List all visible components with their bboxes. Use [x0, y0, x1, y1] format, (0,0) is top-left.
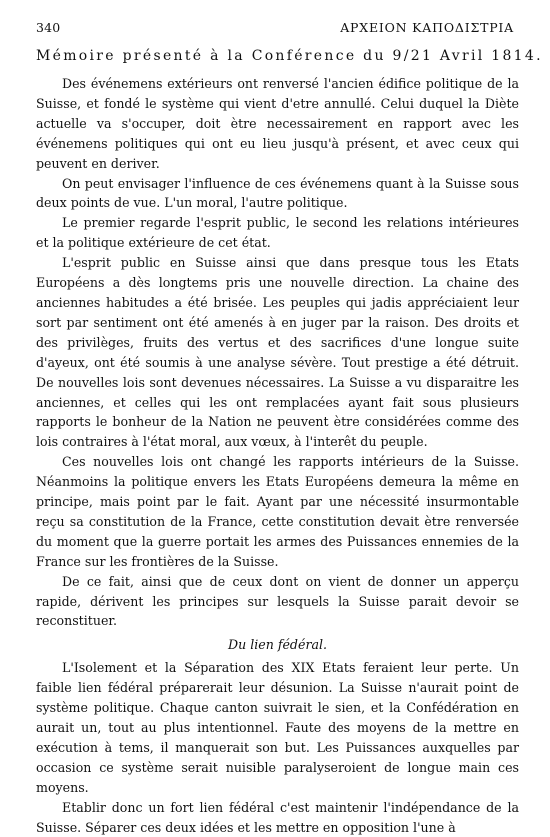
paragraph: L'esprit public en Suisse ainsi que dans presque tous les Etats Européens a dès longtems pris une nouvelle direction. La chaine des anciennes habitudes a été brisée. Les peuples qui jadis appréciaient leur sort par sentiment ont été amenés à en juger par la raison. Des droits et des privilèges, fruits des vertus et des sacrifices d'une longue suite d'ayeux, ont été soumis à une analyse sévère. Tout prestige a été détruit. De nouvelles lois sont devenues nécessaires. La Suisse a vu disparaitre les anciennes, et celles qui les ont remplacées ayant fait sous plusieurs rapports le bonheur de la Nation ne peuvent ètre considérées comme des lois contraires à l'état moral, aux vœux, à l'interêt du peuple.	[36, 255, 519, 450]
body-text	[36, 74, 519, 837]
running-header	[36, 20, 514, 38]
paragraph: Etablir donc un fort lien fédéral c'est maintenir l'indépendance de la Suisse. Séparer ces deux idées et les mettre en opposition l'une à	[36, 799, 519, 835]
section-subheading: Du lien fédéral.	[227, 637, 328, 653]
paragraph: On peut envisager l'influence de ces événemens quant à la Suisse sous deux points de vue. L'un moral, l'autre politique.	[36, 175, 519, 211]
paragraph: Le premier regarde l'esprit public, le second les relations intérieures et la politique extérieure de cet état.	[36, 215, 519, 251]
running-title: ΑΡΧΕΙΟΝ ΚΑΠΟΔΙΣΤΡΙΑ	[340, 20, 514, 35]
paragraph: Des événemens extérieurs ont renversé l'ancien édifice politique de la Suisse, et fondé le système qui vient d'etre annullé. Celui duquel la Diète actuelle va s'occuper, doit ètre necessairement en rapport avec les événemens politiques qui ont eu lieu jusqu'à présent, et avec ceux qui peuvent en deriver.	[36, 76, 519, 171]
paragraph: L'Isolement et la Séparation des XIX Etats feraient leur perte. Un faible lien fédéral préparerait leur désunion. La Suisse n'aurait point de système politique. Chaque canton suivrait le sien, et la Confédération en aurait un, tout au plus intentionnel. Faute des moyens de la mettre en exécution à tems, il manquerait son but. Les Puissances auxquelles par occasion ce système serait nuisible paralyseroient de longue main ces moyens.	[36, 660, 519, 795]
paragraph: De ce fait, ainsi que de ceux dont on vient de donner un apperçu rapide, dérivent les principes sur lesquels la Suisse parait devoir se reconstituer.	[36, 573, 519, 629]
page-number: 340	[36, 20, 61, 35]
paragraph: Ces nouvelles lois ont changé les rapports intérieurs de la Suisse. Néanmoins la politique envers les Etats Européens demeura la même en principe, mais point par le fait. Ayant par une nécessité insurmontable reçu sa constitution de la France, cette constitution devait ètre renversée du moment que la guerre portait les armes des Puissances ennemies de la France sur les frontières de la Suisse.	[36, 454, 519, 569]
memoir-title: Mémoire présenté à la Conférence du 9/21 Avril 1814.	[36, 48, 543, 64]
